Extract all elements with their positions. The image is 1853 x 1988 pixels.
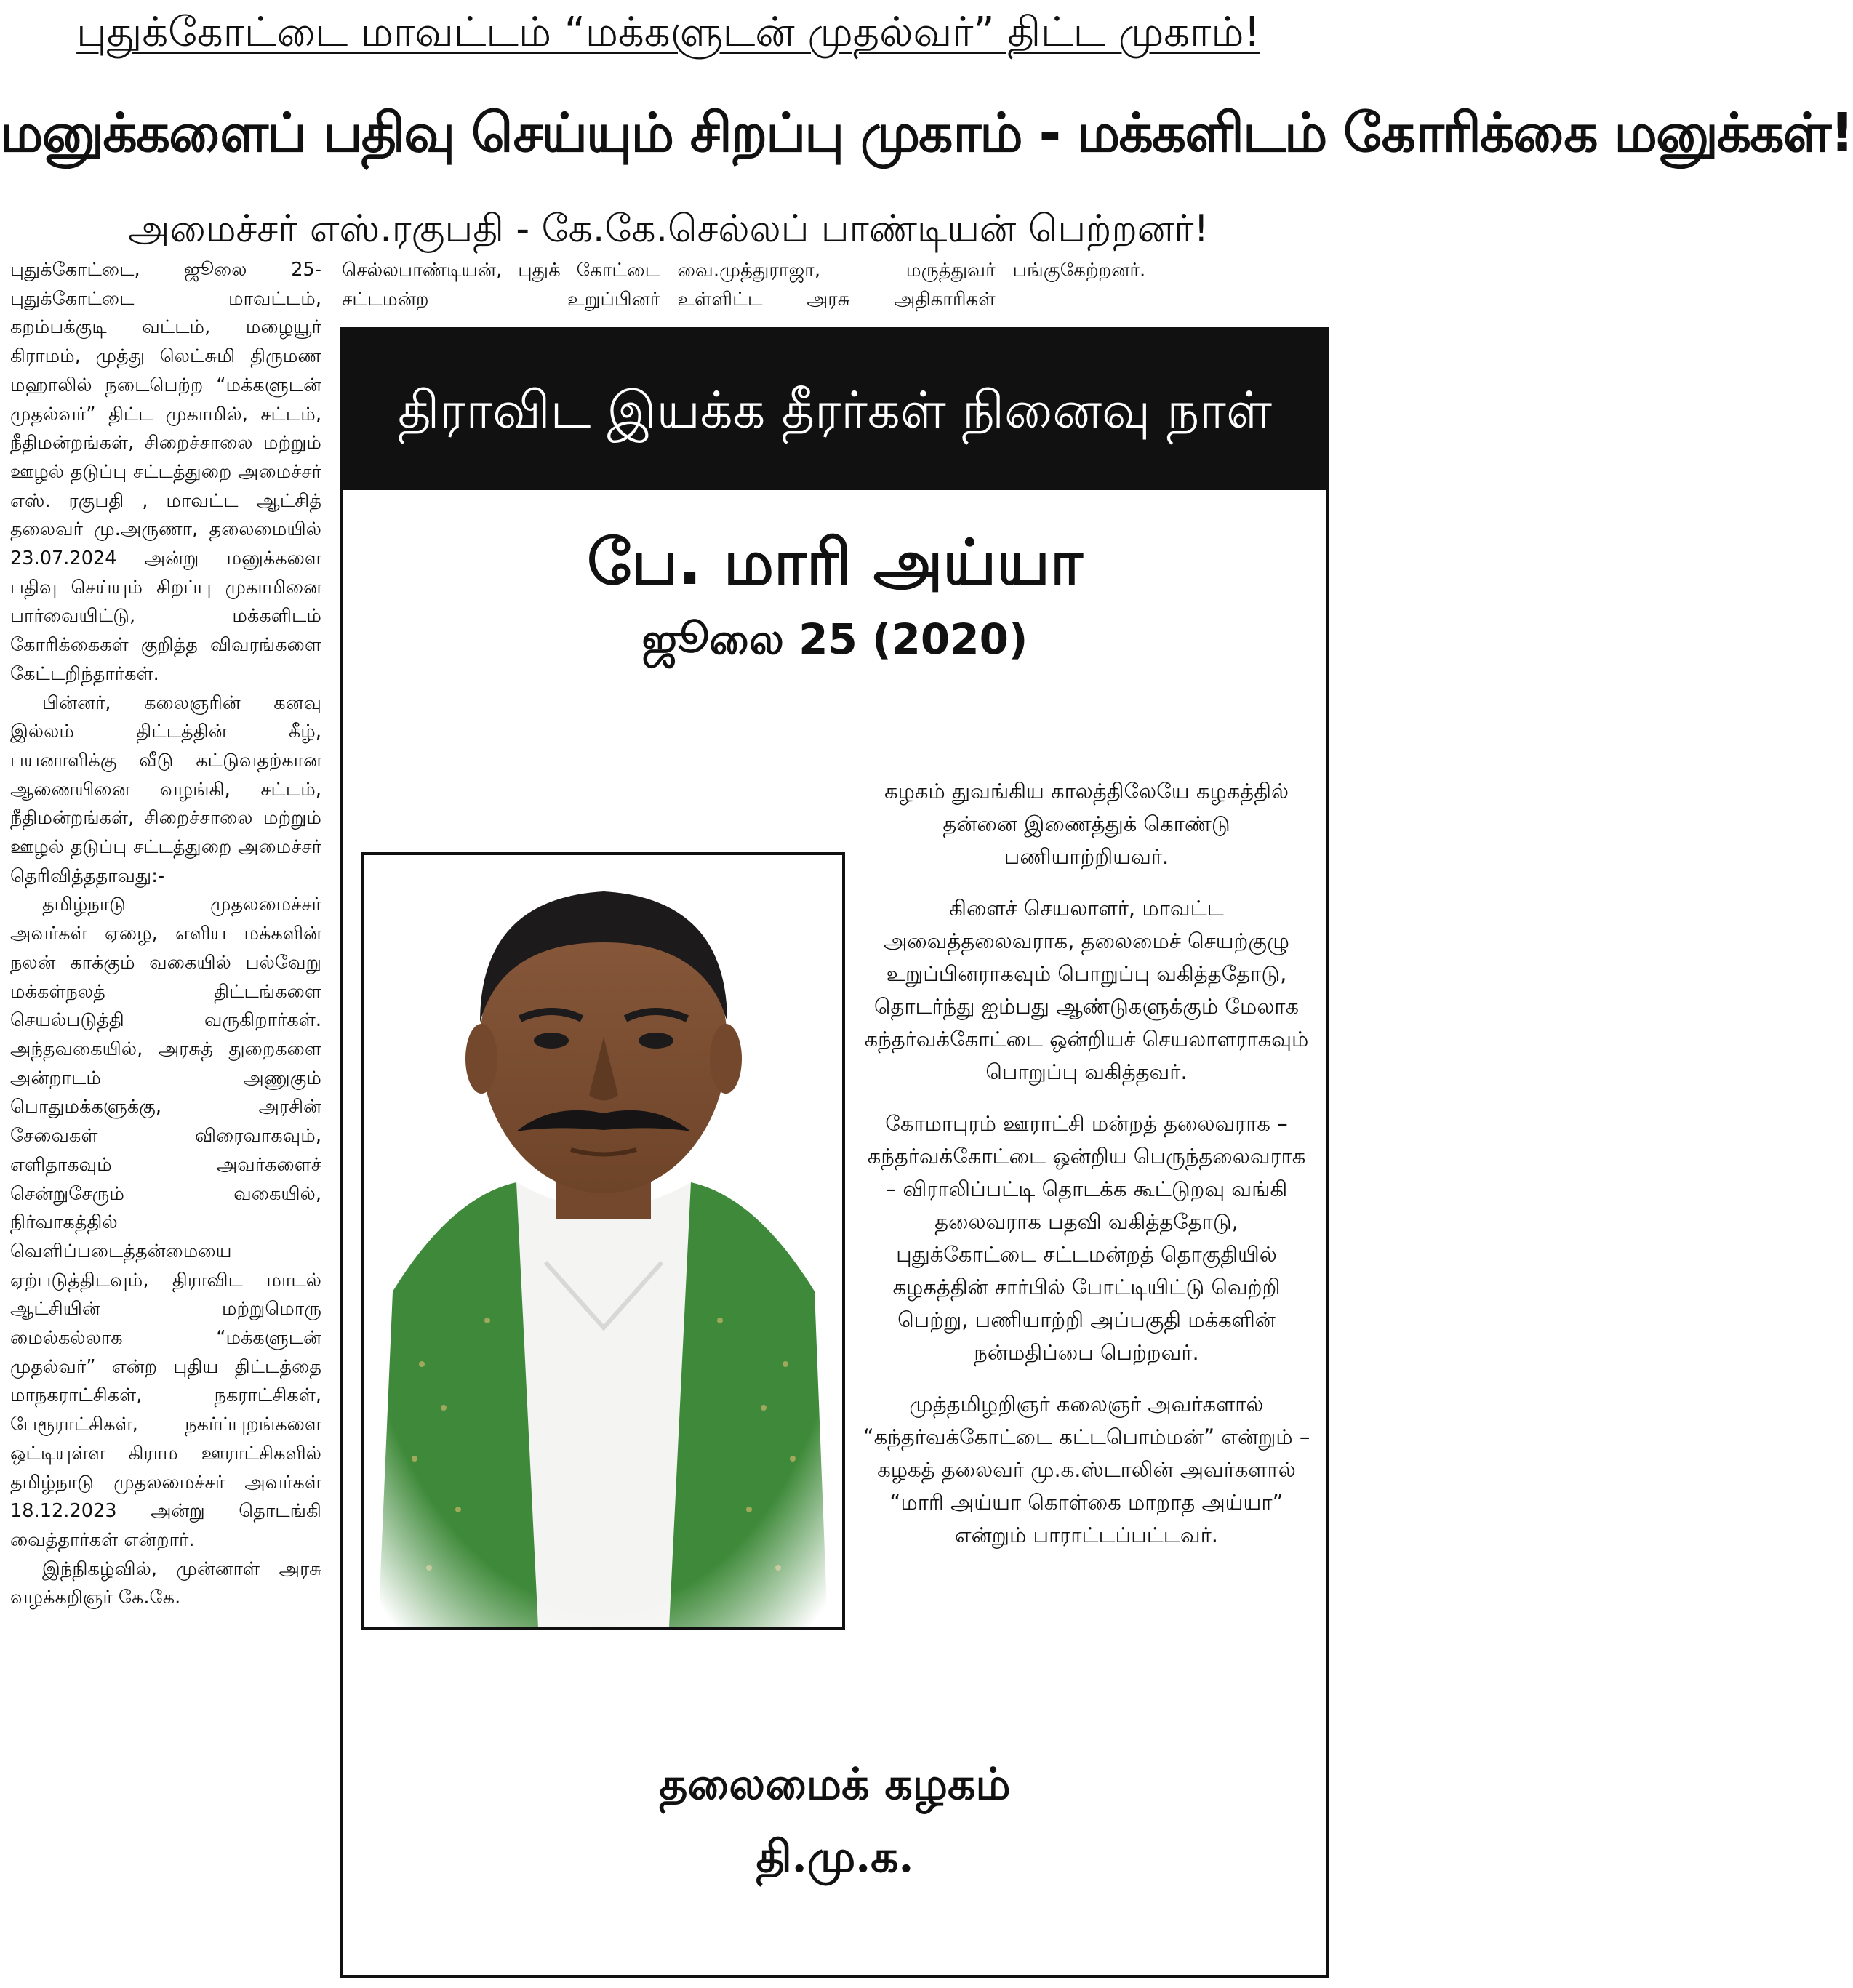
kicker-headline: புதுக்கோட்டை மாவட்டம் “மக்களுடன் முதல்வர்” திட்ட முகாம்! <box>76 9 1260 56</box>
article-paragraph: பின்னர், கலைஞரின் கனவு இல்லம் திட்டத்தின் கீழ், பயனாளிக்கு வீடு கட்டுவதற்கான ஆணையினை வழங்கி, சட்டம், நீதிமன்றங்கள், சிறைச்சாலை மற்றும் ஊழல் தடுப்பு சட்டத்துறை அமைச்சர் தெரிவித்ததாவது:- <box>10 692 321 887</box>
portrait-photo <box>361 852 845 1630</box>
bio-paragraph: கிளைச் செயலாளர், மாவட்ட அவைத்தலைவராக, தலைமைச் செயற்குழு உறுப்பினராகவும் பொறுப்பு வகித்ததோடு, தொடர்ந்து ஐம்பது ஆண்டுகளுக்கும் மேலாக கந்தர்வக்கோட்டை ஒன்றியச் செயலாளராகவும் பொறுப்பு வகித்தவர். <box>864 896 1309 1084</box>
memorial-signoff <box>343 1748 1326 1893</box>
article-continuation: செல்லபாண்டியன், புதுக் கோட்டை சட்டமன்ற உறுப்பினர் வை.முத்துராஜா, மருத்துவர் உள்ளிட்ட அரசு அதிகாரிகள் பங்குகேற்றனர். <box>342 260 1146 310</box>
bio-paragraph: கழகம் துவங்கிய காலத்திலேயே கழகத்தில் தன்னை இணைத்துக் கொண்டு பணியாற்றியவர். <box>884 779 1289 869</box>
memorial-date: ஜூலை 25 (2020) <box>641 614 1028 664</box>
signoff-party: தி.மு.க. <box>756 1832 914 1883</box>
memorial-banner: திராவிட இயக்க தீரர்கள் நினைவு நாள் <box>343 330 1326 490</box>
bio-paragraph: கோமாபுரம் ஊராட்சி மன்றத் தலைவராக – கந்தர்வக்கோட்டை ஒன்றிய பெருந்தலைவராக – விராலிப்பட்டி தொடக்க கூட்டுறவு வங்கி தலைவராக பதவி வகித்ததோடு, புதுக்கோட்டை சட்டமன்றத் தொகுதியில் கழகத்தின் சார்பில் போட்டியிட்டு வெற்றி பெற்று, பணியாற்றி அப்பகுதி மக்களின் நன்மதிப்பை பெற்றவர். <box>867 1111 1306 1365</box>
main-headline: மனுக்களைப் பதிவு செய்யும் சிறப்பு முகாம் - மக்களிடம் கோரிக்கை மனுக்கள்! <box>0 102 1853 164</box>
article-paragraph: இந்நிகழ்வில், முன்னாள் அரசு வழக்கறிஞர் கே.கே. <box>10 1558 321 1609</box>
bio-paragraph: முத்தமிழறிஞர் கலைஞர் அவர்களால் “கந்தர்வக்கோட்டை கட்டபொம்மன்” என்றும் – கழகத் தலைவர் மு.க.ஸ்டாலின் அவர்களால் “மாரி அய்யா கொள்கை மாறாத அய்யா” என்றும் பாராட்டப்பட்டவர். <box>863 1392 1310 1547</box>
portrait-illustration <box>364 855 842 1627</box>
memorial-biography <box>861 775 1312 1764</box>
article-paragraph: புதுக்கோட்டை, ஜூலை 25- புதுக்கோட்டை மாவட்டம், கறம்பக்குடி வட்டம், மழையூர் கிராமம், முத்து லெட்சுமி திருமண மஹாலில் நடைபெற்ற “மக்களுடன் முதல்வர்” திட்ட முகாமில், சட்டம், நீதிமன்றங்கள், சிறைச்சாலை மற்றும் ஊழல் தடுப்பு சட்டத்துறை அமைச்சர் எஸ். ரகுபதி , மாவட்ட ஆட்சித் தலைவர் மு.அருணா, தலைமையில் 23.07.2024 அன்று மனுக்களை பதிவு செய்யும் சிறப்பு முகாமினை பார்வையிட்டு, மக்களிடம் கோரிக்கைகள் குறித்த விவரங்களை கேட்டறிந்தார்கள். <box>10 259 321 685</box>
sub-headline: அமைச்சர் எஸ்.ரகுபதி - கே.கே.செல்லப் பாண்டியன் பெற்றனர்! <box>127 207 1209 251</box>
signoff-line: தலைமைக் கழகம் <box>659 1759 1011 1810</box>
memorial-advertisement <box>340 327 1329 1978</box>
article-column <box>10 256 321 1981</box>
article-paragraph: தமிழ்நாடு முதலமைச்சர் அவர்கள் ஏழை, எளிய மக்களின் நலன் காக்கும் வகையில் பல்வேறு மக்கள்நலத் திட்டங்களை செயல்படுத்தி வருகிறார்கள். அந்தவகையில், அரசுத் துறைகளை அன்றாடம் அணுகும் பொதுமக்களுக்கு, அரசின் சேவைகள் விரைவாகவும், எளிதாகவும் அவர்களைச் சென்றுசேரும் வகையில், நிர்வாகத்தில் வெளிப்படைத்தன்மையை ஏற்படுத்திடவும், திராவிட மாடல் ஆட்சியின் மற்றுமொரு மைல்கல்லாக “மக்களுடன் முதல்வர்” என்ற புதிய திட்டத்தை மாநகராட்சிகள், நகராட்சிகள், பேரூராட்சிகள், நகர்ப்புறங்களை ஒட்டியுள்ள கிராம ஊராட்சிகளில் தமிழ்நாடு முதலமைச்சர் அவர்கள் 18.12.2023 அன்று தொடங்கி வைத்தார்கள் என்றார். <box>10 894 321 1551</box>
memorial-name: பே. மாரி அய்யா <box>587 526 1083 599</box>
